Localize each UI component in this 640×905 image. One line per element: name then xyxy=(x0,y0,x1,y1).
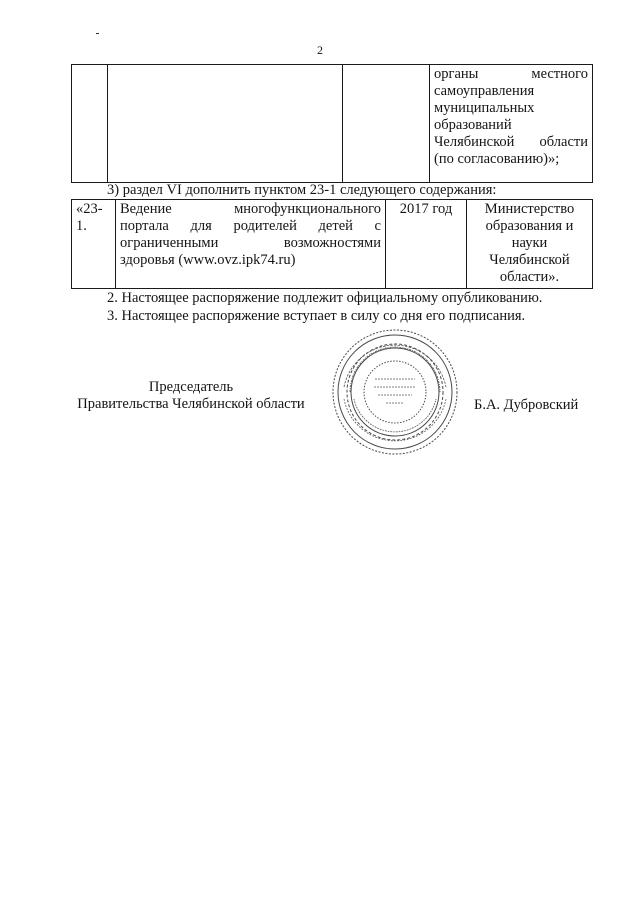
table-cell-description xyxy=(108,65,343,183)
paragraph-publication: 2. Настоящее распоряжение подлежит официальному опубликованию. xyxy=(107,290,543,306)
table-cell-executor xyxy=(430,65,593,183)
description-line: здоровья (www.ovz.ipk74.ru) xyxy=(120,252,296,268)
signature-title-line: Председатель xyxy=(148,379,234,395)
official-seal-stamp xyxy=(330,327,460,457)
table-cell-executor xyxy=(467,200,593,289)
table-continuation xyxy=(71,64,593,183)
paragraph-effective: 3. Настоящее распоряжение вступает в силу со дня его подписания. xyxy=(107,308,526,324)
signature-title-line: Правительства Челябинской области xyxy=(77,396,305,412)
table-cell-number xyxy=(72,65,108,183)
executor-line: образований xyxy=(434,117,512,133)
description-line: портала для родителей детей с xyxy=(120,218,381,234)
paragraph-section-addition: 3) раздел VI дополнить пунктом 23-1 следующего содержания: xyxy=(107,182,497,198)
signature-title xyxy=(71,379,311,413)
executor-line: муниципальных xyxy=(434,100,535,116)
table-cell-deadline: 2017 год xyxy=(386,200,467,289)
executor-line: органы местного xyxy=(434,66,588,82)
scan-speck xyxy=(96,33,99,34)
description-line: Ведение многофункционального xyxy=(120,201,381,217)
description-line: ограниченными возможностями xyxy=(120,235,381,251)
executor-line: науки xyxy=(511,235,548,251)
table-cell-deadline xyxy=(343,65,430,183)
executor-line: Министерство xyxy=(484,201,575,217)
table-cell-number: «23-1. xyxy=(72,200,116,289)
table-cell-description xyxy=(116,200,386,289)
executor-line: области». xyxy=(499,269,560,285)
executor-line: образования и xyxy=(485,218,574,234)
executor-line: Челябинской xyxy=(489,252,570,268)
table-row xyxy=(72,200,593,289)
page-number: 2 xyxy=(317,43,323,57)
executor-line: самоуправления xyxy=(434,83,535,99)
signatory-name: Б.А. Дубровский xyxy=(474,397,579,413)
executor-line: (по согласованию)»; xyxy=(434,151,560,167)
executor-line: Челябинской области xyxy=(434,134,588,150)
table-new-item xyxy=(71,199,593,289)
table-row xyxy=(72,65,593,183)
